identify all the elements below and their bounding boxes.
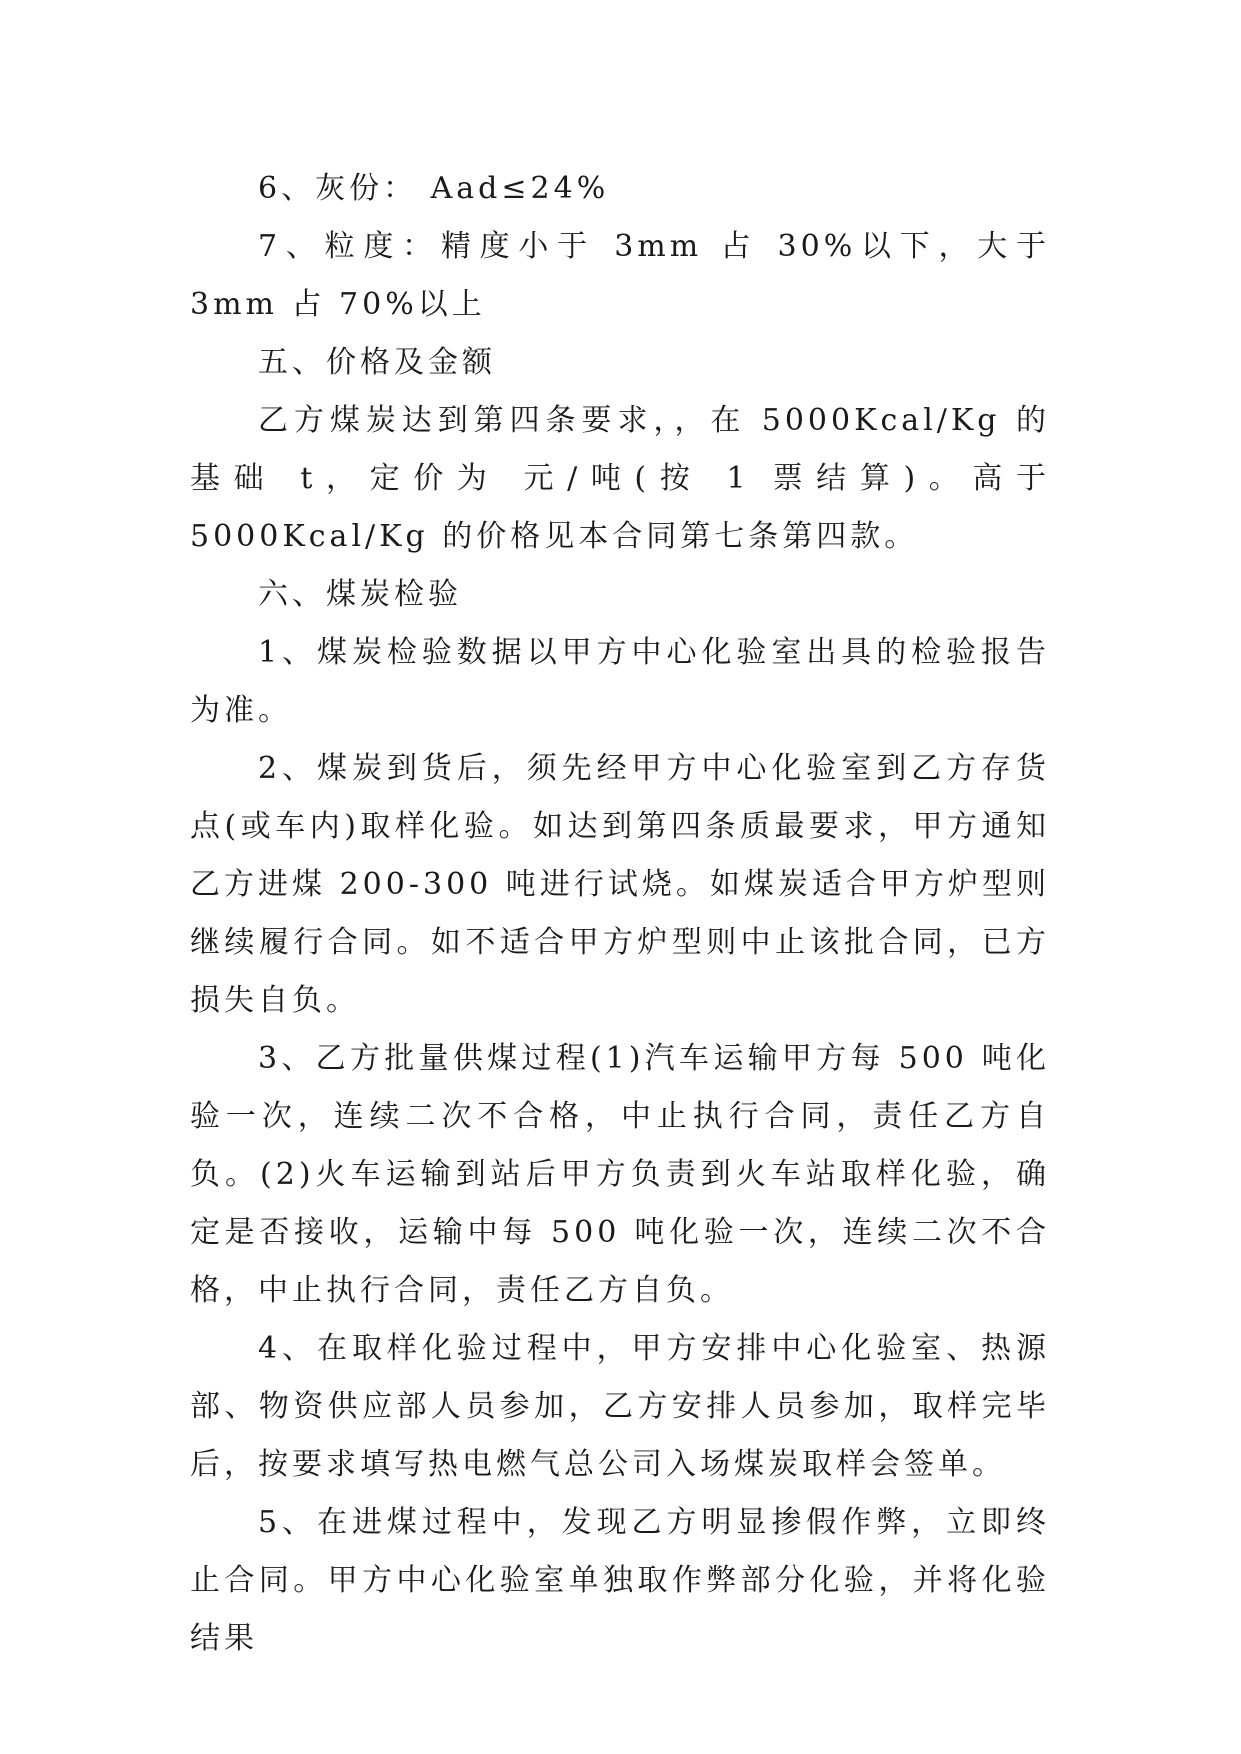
paragraph-inspection-3: 3、乙方批量供煤过程(1)汽车运输甲方每 500 吨化验一次，连续二次不合格，中止执行合同，责任乙方自负。(2)火车运输到站后甲方负责到火车站取样化验，确定是否接收，运输中每 500 吨化验一次，连续二次不合格，中止执行合同，责任乙方自负。 <box>190 1041 1050 1308</box>
paragraph-inspection-4: 4、在取样化验过程中，甲方安排中心化验室、热源部、物资供应部人员参加，乙方安排人员参加，取样完毕后，按要求填写热电燃气总公司入场煤炭取样会签单。 <box>190 1331 1050 1482</box>
paragraph-inspection-5: 5、在进煤过程中，发现乙方明显掺假作弊，立即终止合同。甲方中心化验室单独取作弊部分化验，并将化验结果 <box>190 1505 1050 1656</box>
document-body <box>190 160 1050 1668</box>
section-heading-price: 五、价格及金额 <box>258 345 496 380</box>
paragraph-inspection-1: 1、煤炭检验数据以甲方中心化验室出具的检验报告为准。 <box>190 635 1050 728</box>
paragraph-particle-size: 7、粒度：精度小于 3mm 占 30%以下，大于 3mm 占 70%以上 <box>190 229 1050 322</box>
section-heading-inspection: 六、煤炭检验 <box>258 577 462 612</box>
paragraph-price-terms: 乙方煤炭达到第四条要求，，在 5000Kcal/Kg 的基础 t，定价为 元/吨(按 1 票结算)。高于 5000Kcal/Kg 的价格见本合同第七条第四款。 <box>190 403 1050 554</box>
paragraph-inspection-2: 2、煤炭到货后，须先经甲方中心化验室到乙方存货点(或车内)取样化验。如达到第四条质最要求，甲方通知乙方进煤 200-300 吨进行试烧。如煤炭适合甲方炉型则继续履行合同。如不适合甲方炉型则中止该批合同，已方损失自负。 <box>190 751 1050 1018</box>
paragraph-ash-content: 6、灰份： Aad≤24% <box>258 171 610 206</box>
